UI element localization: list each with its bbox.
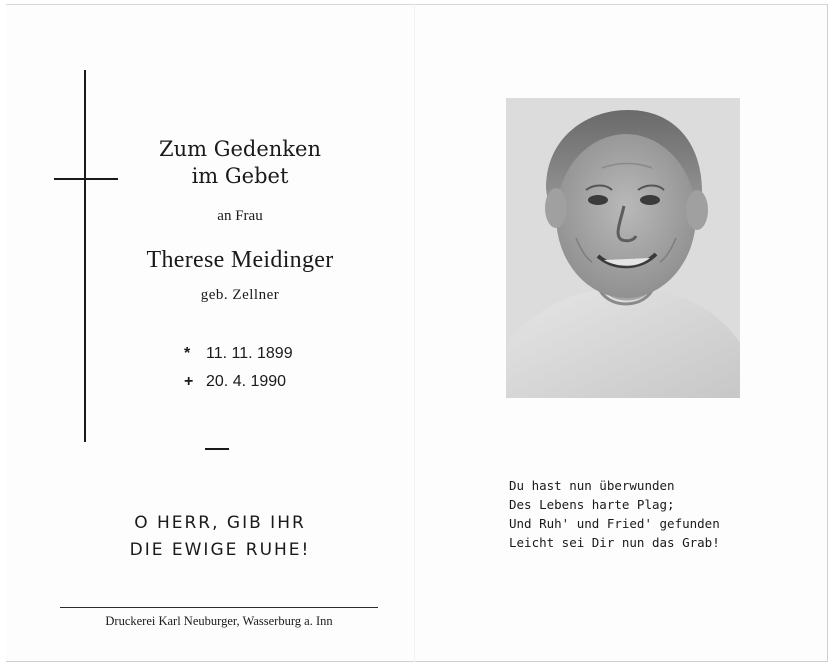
- death-row: [184, 368, 360, 396]
- cross-icon: [84, 70, 86, 442]
- prayer-line-2: DIE EWIGE RUHE!: [129, 540, 311, 560]
- deceased-name: Therese Meidinger: [146, 247, 334, 273]
- dates: [120, 340, 360, 396]
- divider-dash: [205, 448, 229, 450]
- prayer: [80, 510, 360, 564]
- death-symbol: +: [184, 373, 194, 390]
- salutation: an Frau: [217, 208, 263, 224]
- heading: [120, 136, 360, 190]
- card-fold: [414, 4, 415, 662]
- poem-line: Leicht sei Dir nun das Grab!: [509, 535, 720, 550]
- birth-symbol: *: [184, 345, 191, 362]
- birth-date: 11. 11. 1899: [206, 345, 293, 362]
- portrait-photo-image: [506, 98, 740, 398]
- portrait-photo: [506, 98, 740, 398]
- heading-line-2: im Gebet: [191, 164, 289, 188]
- poem-line: Und Ruh' und Fried' gefunden: [509, 516, 720, 531]
- printer-credit: Druckerei Karl Neuburger, Wasserburg a. Inn: [105, 614, 333, 628]
- heading-line-1: Zum Gedenken: [159, 137, 321, 161]
- death-date: 20. 4. 1990: [206, 373, 287, 390]
- poem-line: Des Lebens harte Plag;: [509, 497, 675, 512]
- maiden-name: geb. Zellner: [200, 287, 280, 303]
- poem-line: Du hast nun überwunden: [509, 478, 675, 493]
- poem: [509, 476, 809, 552]
- prayer-line-1: O HERR, GIB IHR: [134, 513, 306, 533]
- birth-row: [184, 340, 360, 368]
- cross-icon-bar: [54, 178, 118, 180]
- footer-rule: [60, 607, 378, 608]
